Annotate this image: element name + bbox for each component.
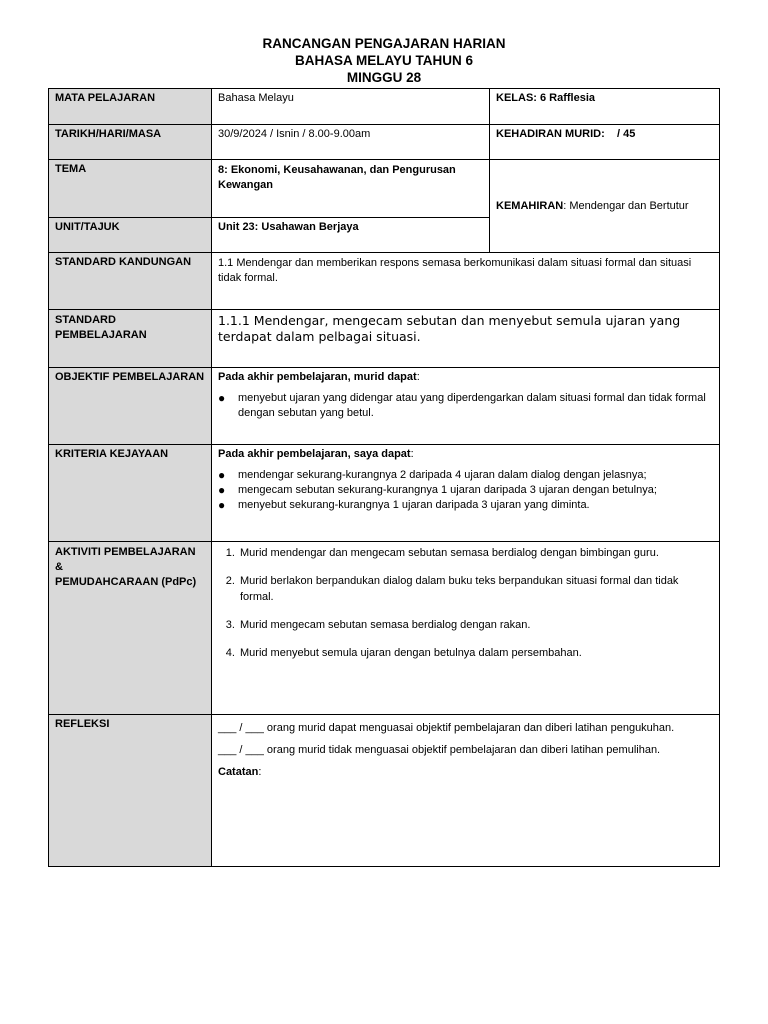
kriteria-colon: :: [410, 448, 414, 460]
cell-kemahiran: [490, 160, 720, 253]
row-standard-pembelajaran: [49, 310, 720, 368]
title-line-1: RANCANGAN PENGAJARAN HARIAN: [262, 36, 506, 51]
kriteria-item: ● mendengar sekurang-kurangnya 2 daripada 4 ujaran dalam dialog dengan jelasnya;: [218, 468, 713, 483]
objektif-list: [218, 391, 713, 421]
label-tema: TEMA: [49, 160, 212, 218]
aktiviti-list: [218, 545, 713, 661]
kriteria-item: ● menyebut sekurang-kurangnya 1 ujaran daripada 3 ujaran yang diminta.: [218, 498, 713, 513]
row-tarikh: [49, 125, 720, 160]
row-standard-kandungan: [49, 253, 720, 310]
aktiviti-item: 4. Murid menyebut semula ujaran dengan betulnya dalam persembahan.: [238, 645, 713, 661]
label-aktiviti: [49, 542, 212, 715]
row-objektif: [49, 368, 720, 445]
value-tarikh: 30/9/2024 / Isnin / 8.00-9.00am: [212, 125, 490, 160]
kriteria-intro: Pada akhir pembelajaran, saya dapat: [218, 448, 411, 460]
refleksi-line-1: ___ / ___ orang murid dapat menguasai objektif pembelajaran dan diberi latihan pengukuhan.: [218, 722, 675, 734]
row-mata-pelajaran: [49, 89, 720, 125]
row-kriteria: [49, 445, 720, 542]
label-mata-pelajaran: MATA PELAJARAN: [49, 89, 212, 125]
document-title: [0, 35, 768, 86]
kriteria-list: [218, 468, 713, 513]
label-standard-pembelajaran-2: PEMBELAJARAN: [55, 329, 147, 341]
lesson-plan-table: [48, 88, 720, 867]
label-aktiviti-2: PEMUDAHCARAAN (PdPc): [55, 576, 197, 588]
label-aktiviti-1: AKTIVITI PEMBELAJARAN &: [55, 546, 196, 573]
label-standard-pembelajaran: [49, 310, 212, 368]
aktiviti-item: 1. Murid mendengar dan mengecam sebutan semasa berdialog dengan bimbingan guru.: [238, 545, 713, 561]
catatan-colon: :: [258, 766, 262, 778]
refleksi-line-2: ___ / ___ orang murid tidak menguasai objektif pembelajaran dan diberi latihan pemulihan.: [218, 744, 661, 756]
kriteria-item: ● mengecam sebutan sekurang-kurangnya 1 ujaran daripada 3 ujaran dengan betulnya;: [218, 483, 713, 498]
row-aktiviti: [49, 542, 720, 715]
value-kelas: KELAS: 6 Rafflesia: [490, 89, 720, 125]
aktiviti-item: 2. Murid berlakon berpandukan dialog dalam buku teks berpandukan situasi formal dan tidak formal.: [238, 573, 713, 605]
value-unit: Unit 23: Usahawan Berjaya: [212, 218, 490, 253]
label-objektif: OBJEKTIF PEMBELAJARAN: [49, 368, 212, 445]
value-standard-kandungan: 1.1 Mendengar dan memberikan respons semasa berkomunikasi dalam situasi formal dan situasi tidak formal.: [212, 253, 720, 310]
cell-aktiviti: [212, 542, 720, 715]
label-standard-pembelajaran-1: STANDARD: [55, 314, 116, 326]
title-line-3: MINGGU 28: [346, 70, 422, 85]
label-kriteria: KRITERIA KEJAYAAN: [49, 445, 212, 542]
row-refleksi: [49, 715, 720, 867]
title-line-2: BAHASA MELAYU TAHUN 6: [294, 53, 473, 68]
label-refleksi: REFLEKSI: [49, 715, 212, 867]
value-tema: 8: Ekonomi, Keusahawanan, dan Pengurusan Kewangan: [212, 160, 490, 218]
aktiviti-item: 3. Murid mengecam sebutan semasa berdialog dengan rakan.: [238, 617, 713, 633]
objektif-item: ● menyebut ujaran yang didengar atau yang diperdengarkan dalam situasi formal dan tidak formal dengan sebutan yang betul.: [218, 391, 713, 421]
label-tarikh: TARIKH/HARI/MASA: [49, 125, 212, 160]
cell-objektif: [212, 368, 720, 445]
label-kemahiran: KEMAHIRAN: [496, 200, 564, 212]
catatan-label: Catatan: [218, 766, 259, 778]
row-tema: [49, 160, 720, 218]
cell-kriteria: [212, 445, 720, 542]
cell-refleksi: [212, 715, 720, 867]
value-kehadiran: KEHADIRAN MURID: / 45: [490, 125, 720, 160]
label-standard-kandungan: STANDARD KANDUNGAN: [49, 253, 212, 310]
objektif-colon: :: [416, 371, 420, 383]
value-kemahiran: : Mendengar dan Bertutur: [563, 200, 689, 212]
label-unit: UNIT/TAJUK: [49, 218, 212, 253]
value-standard-pembelajaran: 1.1.1 Mendengar, mengecam sebutan dan menyebut semula ujaran yang terdapat dalam pelbagai situasi.: [212, 310, 720, 368]
value-mata-pelajaran: Bahasa Melayu: [212, 89, 490, 125]
objektif-intro: Pada akhir pembelajaran, murid dapat: [218, 371, 417, 383]
